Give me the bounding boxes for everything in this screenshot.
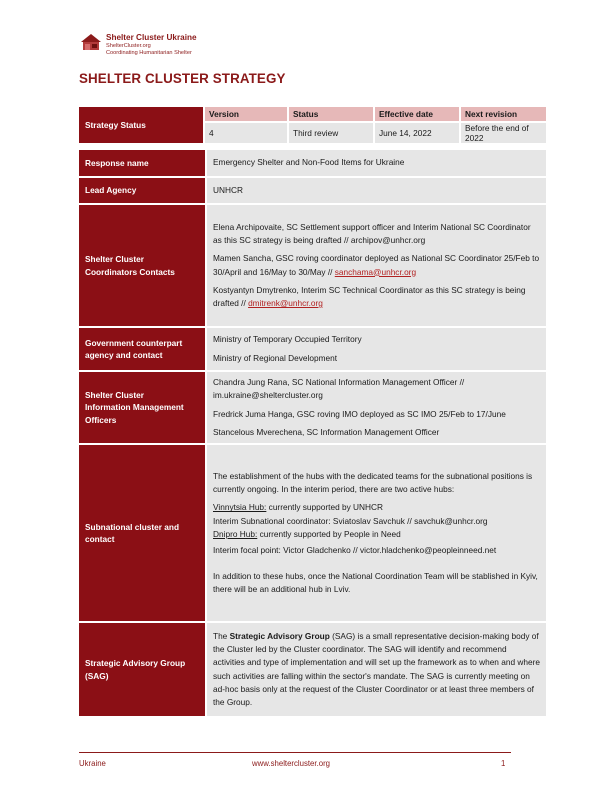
government-label-line2: agency and contact <box>85 350 163 360</box>
col-status: Status <box>289 107 375 121</box>
coordinators-label-line2: Coordinators Contacts <box>85 266 175 277</box>
effective-date-value: June 14, 2022 <box>375 121 461 143</box>
coordinator-3 <box>213 284 540 311</box>
strategy-status-table <box>79 107 546 143</box>
response-value: Emergency Shelter and Non-Food Items for Ukraine <box>207 150 546 178</box>
page-title: SHELTER CLUSTER STRATEGY <box>79 71 286 86</box>
org-tagline: Coordinating Humanitarian Shelter <box>106 50 192 56</box>
sag-label-line2: (SAG) <box>85 670 109 681</box>
hubs-list <box>213 501 540 541</box>
coordinators-label <box>79 205 207 328</box>
footer-website-link[interactable]: www.sheltercluster.org <box>252 759 330 768</box>
im-officer-1: Chandra Jung Rana, SC National Information Management Officer // im.ukraine@sheltercluster.org <box>213 376 465 401</box>
government-label-line1: Government counterpart <box>85 337 183 348</box>
coordinator-2-email-link[interactable]: sanchama@unhcr.org <box>334 266 417 277</box>
col-next-revision: Next revision <box>461 107 546 121</box>
sag-text: (SAG) is a small representative decision-making body of the Cluster led by the Cluster coordinator. The SAG will identify and recommend activities and type of implementation and will set up the framework as to when and where such activities are falling within the sector's mandate. The SAG is currently meeting on ad-hoc basis only at the request of the Cluster Coordinator or at least three members of the Group. <box>213 630 540 708</box>
response-label: Response name <box>79 150 207 178</box>
subnational-intro: The establishment of the hubs with the dedicated teams for the subnational positions is currently ongoing. In the interim period, there are two active hubs: <box>213 470 533 495</box>
next-revision-value: Before the end of 2022 <box>461 121 546 143</box>
table-row <box>79 178 546 205</box>
sag-intro: The <box>213 630 230 641</box>
im-label-line1: Shelter Cluster <box>85 389 145 400</box>
coordinator-1: Elena Archipovaite, SC Settlement support officer and Interim National SC Coordinator as this SC strategy is being drafted // archipov@unhcr.org <box>213 221 531 245</box>
house-logo-icon <box>79 32 103 52</box>
dnipro-hub-support: currently supported by People in Need <box>257 529 401 539</box>
page-number: 1 <box>501 759 506 768</box>
sag-description <box>213 630 540 710</box>
vinnytsia-hub-coordinator: Interim Subnational coordinator: Sviatoslav Savchuk // savchuk@unhcr.org <box>213 515 488 526</box>
sag-label-line1: Strategic Advisory Group <box>85 658 186 669</box>
organization-logo <box>79 32 279 62</box>
subnational-label <box>79 445 207 623</box>
coordinator-3-email-link[interactable]: dmitrenk@unhcr.org <box>248 298 323 309</box>
coordinator-2 <box>213 252 540 279</box>
lead-agency-label: Lead Agency <box>79 178 207 205</box>
footer-divider <box>79 752 511 753</box>
government-entry-2: Ministry of Regional Development <box>213 352 338 363</box>
org-name: Shelter Cluster Ukraine <box>106 33 197 42</box>
im-officer-3: Stancelous Mverechena, SC Information Management Officer <box>213 426 440 437</box>
coordinator-2-text: Mamen Sancha, GSC roving coordinator deployed as National SC Coordinator 25/Feb to 30/April and 16/May to 30/May // <box>213 253 540 277</box>
cluster-info-table <box>79 150 546 718</box>
table-row <box>79 623 546 718</box>
im-label-line2: Information Management <box>85 402 184 413</box>
col-version: Version <box>205 107 289 121</box>
table-row <box>79 372 546 445</box>
coordinators-label-line1: Shelter Cluster <box>85 254 145 265</box>
dnipro-focal-point: Interim focal point: Victor Gladchenko // victor.hladchenko@peopleinneed.net <box>213 545 497 556</box>
subnational-label-line1: Subnational cluster and <box>85 521 180 532</box>
sag-value <box>207 623 546 718</box>
col-effective-date: Effective date <box>375 107 461 121</box>
im-officer-2: Fredrick Juma Hanga, GSC roving IMO deployed as SC IMO 25/Feb to 17/June <box>213 408 506 419</box>
table-row <box>79 328 546 372</box>
subnational-value <box>207 445 546 623</box>
subnational-label-line2: contact <box>85 534 115 544</box>
im-officers-label <box>79 372 207 445</box>
coordinator-3-text: Kostyantyn Dmytrenko, Interim SC Technical Coordinator as this SC strategy is being drafted // <box>213 284 526 309</box>
lead-agency-value: UNHCR <box>207 178 546 205</box>
sag-label <box>79 623 207 718</box>
table-row <box>79 445 546 623</box>
coordinators-value <box>207 205 546 328</box>
status-value: Third review <box>289 121 375 143</box>
subnational-closing: In addition to these hubs, once the National Coordination Team will be stablished in Kyiv, there will be an additional hub in Lviv. <box>213 570 538 594</box>
im-officers-value <box>207 372 546 445</box>
sag-bold-term: Strategic Advisory Group <box>229 630 330 641</box>
government-entry-1: Ministry of Temporary Occupied Territory <box>213 334 362 345</box>
government-value <box>207 328 546 372</box>
version-value: 4 <box>205 121 289 143</box>
table-row <box>79 205 546 328</box>
footer-country: Ukraine <box>79 759 106 768</box>
vinnytsia-hub-support: currently supported by UNHCR <box>266 502 384 513</box>
im-label-line3: Officers <box>85 414 117 425</box>
dnipro-hub-name: Dnipro Hub: <box>213 529 258 539</box>
table-row <box>79 150 546 178</box>
vinnytsia-hub-name: Vinnytsia Hub: <box>213 502 267 513</box>
government-label <box>79 328 207 372</box>
org-site: ShelterCluster.org <box>106 43 151 49</box>
strategy-status-label: Strategy Status <box>79 107 205 143</box>
